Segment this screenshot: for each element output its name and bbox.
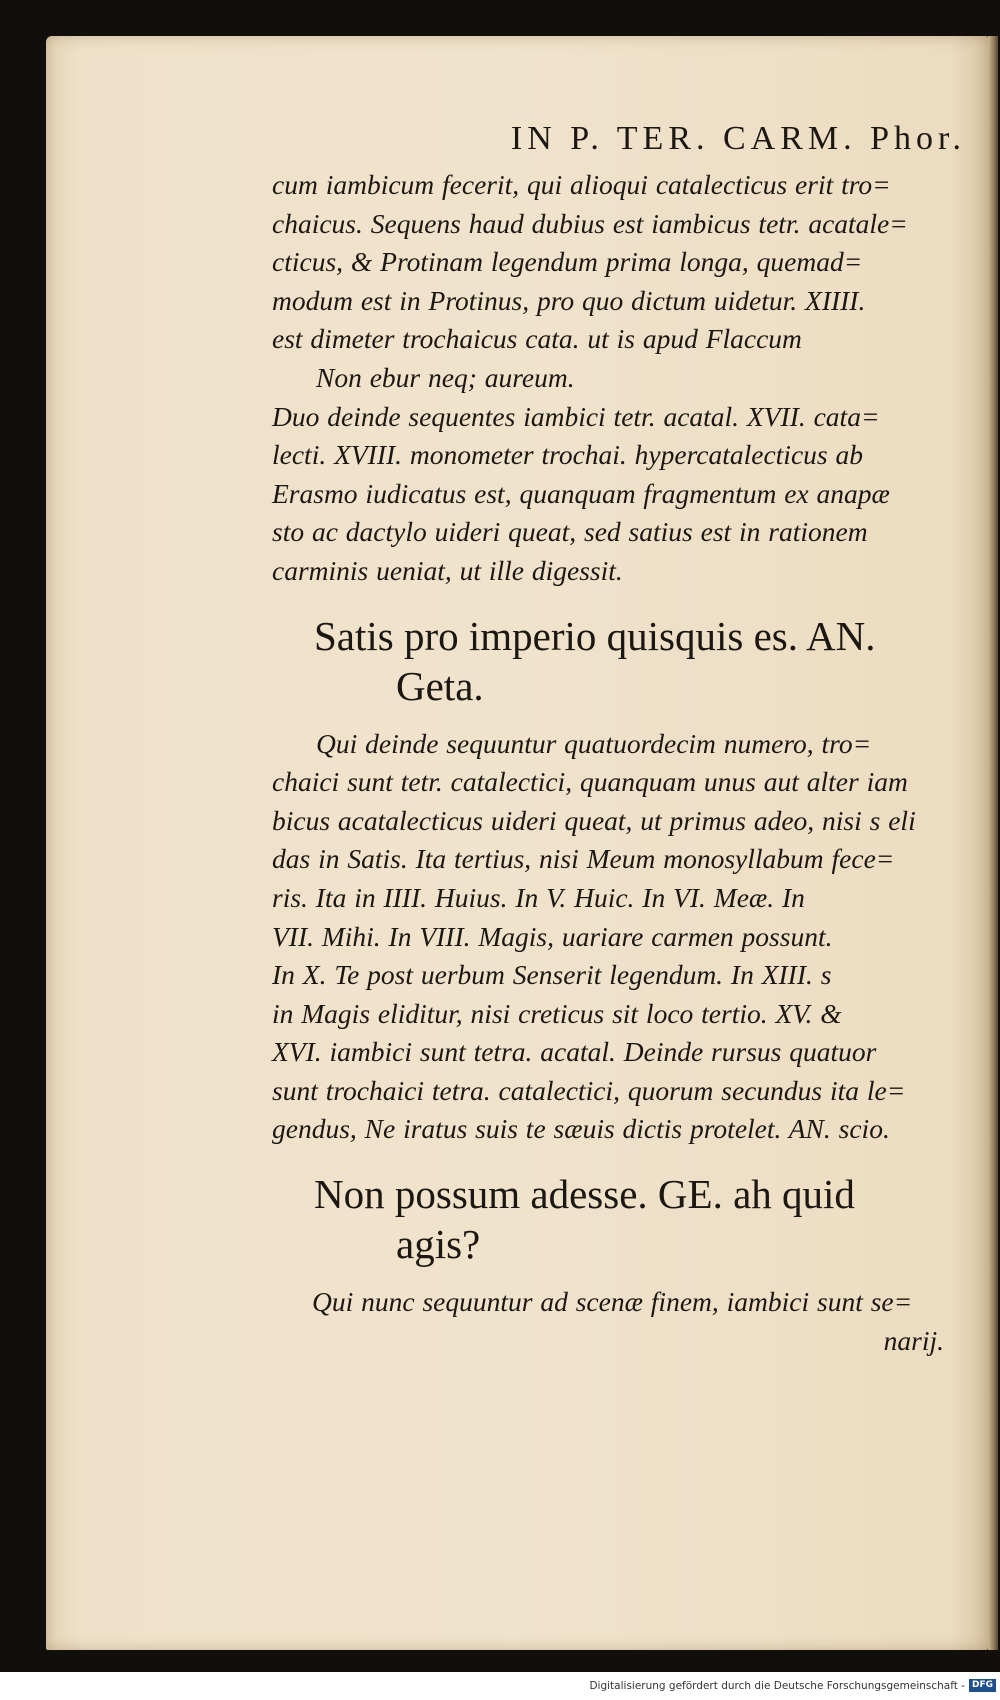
lemma-line: Non possum adesse. GE. ah quid <box>314 1171 855 1218</box>
paragraph-3 <box>272 725 972 1150</box>
text-line: Qui nunc sequuntur ad scenæ finem, iambici sunt se= <box>312 1286 913 1318</box>
text-line: Qui deinde sequuntur quatuordecim numero, tro= <box>316 727 872 759</box>
footer-credit <box>0 1672 1000 1700</box>
text-line: in Magis eliditur, nisi creticus sit loco tertio. XV. & <box>272 997 842 1029</box>
lemma-line: Geta. <box>396 662 484 709</box>
page-fore-edge <box>988 36 998 1650</box>
text-line: chaicus. Sequens haud dubius est iambicus tetr. acatale= <box>272 207 908 239</box>
text-line: Duo deinde sequentes iambici tetr. acatal. XVII. cata= <box>272 400 880 432</box>
text-line: modum est in Protinus, pro quo dictum uidetur. XIIII. <box>272 284 866 316</box>
paragraph-2 <box>272 398 972 591</box>
text-line: VII. Mihi. In VIII. Magis, uariare carmen possunt. <box>272 920 833 952</box>
text-line: lecti. XVIII. monometer trochai. hypercatalecticus ab <box>272 439 863 471</box>
text-line: cum iambicum fecerit, qui alioqui catalecticus erit tro= <box>272 169 891 200</box>
text-line: chaici sunt tetr. catalectici, quanquam unus aut alter iam <box>272 766 908 798</box>
lemma-1 <box>272 611 972 711</box>
text-line: narij. <box>883 1324 944 1356</box>
footer-credit-text: Digitalisierung gefördert durch die Deutsche Forschungsgemeinschaft - <box>589 1680 965 1692</box>
dfg-logo: DFG <box>969 1679 996 1692</box>
text-line: sto ac dactylo uideri queat, sed satius est in rationem <box>272 516 868 548</box>
text-line: est dimeter trochaicus cata. ut is apud Flaccum <box>272 323 802 355</box>
text-line: cticus, & Protinam legendum prima longa, quemad= <box>272 246 863 278</box>
quoted-verse: Non ebur neq; aureum. <box>316 361 575 393</box>
lemma-line: agis? <box>396 1221 481 1268</box>
paragraph-4 <box>272 1283 972 1360</box>
text-line: XVI. iambici sunt tetra. acatal. Deinde rursus quatuor <box>272 1036 877 1068</box>
lemma-line: Satis pro imperio quisquis es. AN. <box>314 612 876 659</box>
text-block <box>272 120 972 1360</box>
text-line: bicus acatalecticus uideri queat, ut primus adeo, nisi s eli <box>272 804 916 836</box>
text-line: Erasmo iudicatus est, quanquam fragmentum ex anapæ <box>272 477 890 509</box>
running-head: IN P. TER. CARM. Phor. <box>510 120 966 157</box>
text-line: ris. Ita in IIII. Huius. In V. Huic. In VI. Meæ. In <box>272 881 805 913</box>
text-line: carminis ueniat, ut ille digessit. <box>272 554 623 586</box>
text-line: sunt trochaici tetra. catalectici, quorum secundus ita le= <box>272 1074 906 1106</box>
paragraph-1 <box>272 166 972 359</box>
text-line: gendus, Ne iratus suis te sæuis dictis protelet. AN. scio. <box>272 1113 890 1145</box>
lemma-2 <box>272 1169 972 1269</box>
text-line: In X. Te post uerbum Senserit legendum. In XIII. s <box>272 959 832 991</box>
text-line: das in Satis. Ita tertius, nisi Meum monosyllabum fece= <box>272 843 895 875</box>
